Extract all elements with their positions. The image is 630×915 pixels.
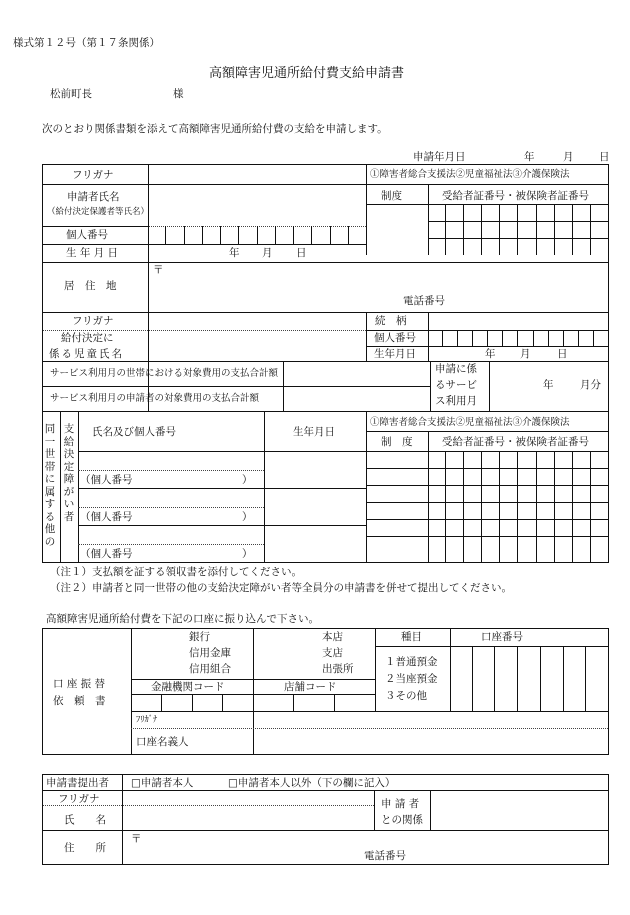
branch-type-main: 本店 <box>322 631 343 643</box>
service-month-year: 年 <box>543 379 554 391</box>
submitter-relation-1: 申 請 者 <box>381 798 420 810</box>
submitter-furigana-label: フリガナ <box>58 793 100 805</box>
submitter-address-label: 住 所 <box>64 842 106 854</box>
household-row-3-close: ） <box>242 548 253 560</box>
applicant-birthdate-label: 生 年 月 日 <box>66 247 119 259</box>
child-birth-year: 年 <box>485 348 496 360</box>
service-month-label-2: るサービ <box>435 379 477 391</box>
household-row-2-close: ） <box>242 511 253 523</box>
date-day: 日 <box>599 151 610 163</box>
account-option-1: １普通預金 <box>385 656 438 668</box>
household-name-header: 氏名及び個人番号 <box>92 426 176 438</box>
holder-kana-label: ﾌﾘｶﾞﾅ <box>136 715 158 725</box>
account-number-label: 口座番号 <box>481 631 523 643</box>
submitter-relation-2: との関係 <box>381 814 423 826</box>
holder-name-label: 口座名義人 <box>136 736 189 748</box>
account-option-2: ２当座預金 <box>385 673 438 685</box>
inst-type-shinkin: 信用金庫 <box>189 647 231 659</box>
child-name-label-2: 係る児童氏名 <box>49 348 124 360</box>
household-vertical-right: 支給決定障がい者 <box>63 423 75 523</box>
applicant-birth-day: 日 <box>296 247 307 259</box>
household-row-1-close: ） <box>242 474 253 486</box>
household-row-1-number: （個人番号 <box>80 474 133 486</box>
account-type-label: 種目 <box>401 631 422 643</box>
household-birth-header: 生年月日 <box>293 426 335 438</box>
cert-number-label: 受給者証番号・被保険者証番号 <box>442 190 589 202</box>
addressee-honorific: 様 <box>173 88 184 100</box>
applicant-phone-label: 電話番号 <box>403 295 445 307</box>
note-1: （注１）支払額を証する領収書を添付してください。 <box>50 566 302 578</box>
date-year: 年 <box>524 151 535 163</box>
applicant-name-label: 申請者氏名 <box>67 191 120 203</box>
applicant-birth-year: 年 <box>229 247 240 259</box>
household-vertical-left: 同一世帯に属する他の <box>44 423 56 548</box>
law-header: ①障害者総合支援法②児童福祉法③介護保険法 <box>370 169 570 180</box>
submitter-option-self[interactable]: □申請者本人 <box>131 777 194 789</box>
inst-type-kumiai: 信用組合 <box>189 663 231 675</box>
submitter-label: 申請書提出者 <box>46 777 109 789</box>
service-month-label-3: ス利用月 <box>435 395 477 407</box>
applicant-my-number-label: 個人番号 <box>66 229 108 241</box>
application-date-label: 申請年月日 <box>413 151 466 163</box>
account-option-3: ３その他 <box>385 690 427 702</box>
bank-label-1: 口 座 振 替 <box>53 678 106 690</box>
service-month-month: 月分 <box>580 379 601 391</box>
household-law-header: ①障害者総合支援法②児童福祉法③介護保険法 <box>370 417 570 428</box>
applicant-name-note: （給付決定保護者等氏名） <box>47 207 150 217</box>
applicant-address-label: 居 住 地 <box>64 280 117 292</box>
note-2: （注２）申請者と同一世帯の他の支給決定障がい者等全員分の申請書を併せて提出してください。 <box>50 582 512 594</box>
inst-code-label: 金融機関コード <box>151 681 225 693</box>
submitter-option-other[interactable]: □申請者本人以外（下の欄に記入） <box>228 777 396 789</box>
postal-mark: 〒 <box>153 264 164 276</box>
branch-type-office: 出張所 <box>322 663 354 675</box>
household-row-3-number: （個人番号 <box>80 548 133 560</box>
child-name-label-1: 給付決定に <box>61 332 114 344</box>
form-number: 様式第１２号（第１７条関係） <box>13 37 160 49</box>
applicant-furigana-label: フリガナ <box>72 169 114 181</box>
child-birth-day: 日 <box>557 348 568 360</box>
child-birth-month: 月 <box>520 348 531 360</box>
form-title: 高額障害児通所給付費支給申請書 <box>209 66 405 81</box>
service-month-label-1: 申請に係 <box>435 363 477 375</box>
bank-intro: 高額障害児通所給付費を下記の口座に振り込んで下さい。 <box>46 613 319 625</box>
child-my-number-label: 個人番号 <box>374 332 416 344</box>
applicant-total-label: サービス利用月の申請者の対象費用の支払合計額 <box>50 393 260 404</box>
branch-type-branch: 支店 <box>322 647 343 659</box>
addressee: 松前町長 <box>50 88 92 100</box>
child-birthdate-label: 生年月日 <box>374 348 416 360</box>
submitter-name-label: 氏 名 <box>64 814 106 826</box>
branch-code-label: 店舗コード <box>284 681 337 693</box>
date-month: 月 <box>563 151 574 163</box>
household-total-label: サービス利用月の世帯における対象費用の支払合計額 <box>50 368 279 379</box>
household-system-label: 制 度 <box>381 436 413 448</box>
child-furigana-label: フリガナ <box>72 315 114 327</box>
submitter-postal-mark: 〒 <box>131 833 142 845</box>
child-relation-label: 続 柄 <box>375 315 407 327</box>
household-cert-label: 受給者証番号・被保険者証番号 <box>442 436 589 448</box>
intro-text: 次のとおり関係書類を添えて高額障害児通所給付費の支給を申請します。 <box>42 123 388 135</box>
applicant-birth-month: 月 <box>262 247 273 259</box>
household-row-2-number: （個人番号 <box>80 511 133 523</box>
bank-label-2: 依 頼 書 <box>53 695 106 707</box>
submitter-phone-label: 電話番号 <box>364 850 406 862</box>
inst-type-bank: 銀行 <box>189 631 210 643</box>
system-label: 制度 <box>381 190 402 202</box>
